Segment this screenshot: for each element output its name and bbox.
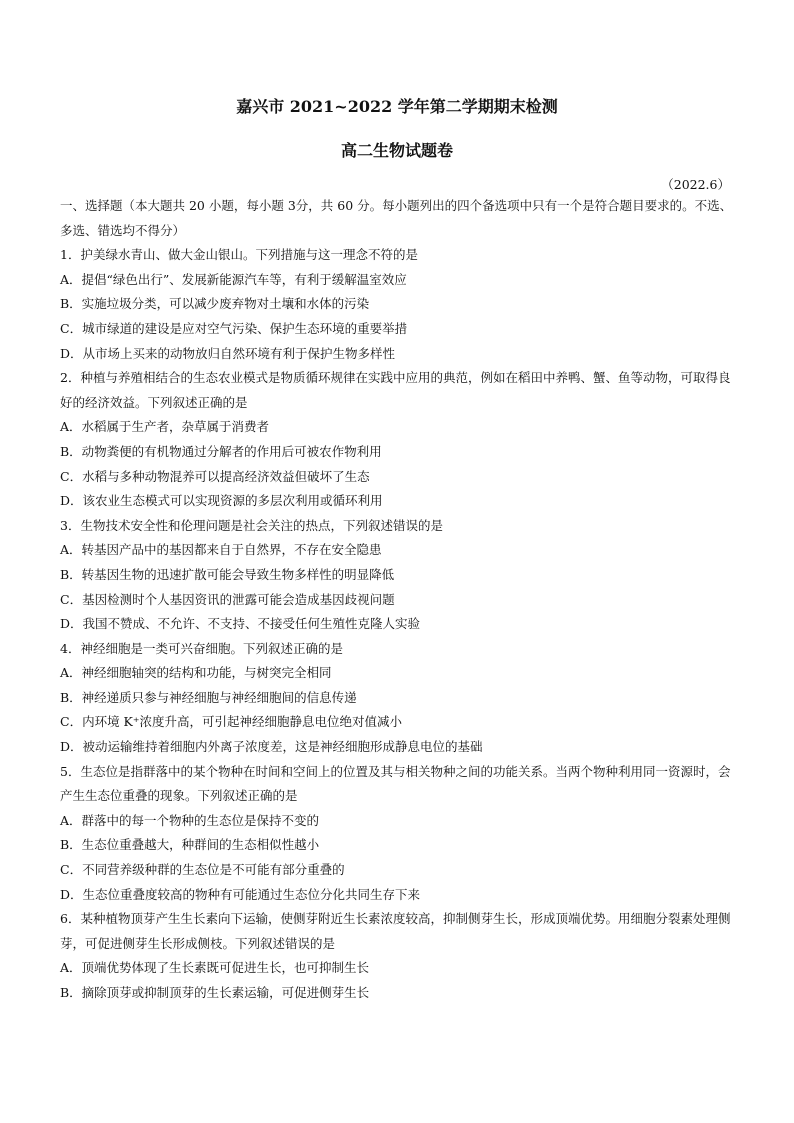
option-a: A．提倡“绿色出行”、发展新能源汽车等，有利于缓解温室效应 [60,271,407,287]
question-stem: 5．生态位是指群落中的某个物种在时间和空间上的位置及其与相关物种之间的功能关系。当两个物种利用同一资源时，会产生生态位重叠的现象。下列叙述正确的是 [60,763,731,804]
option-c: C．基因检测时个人基因资讯的泄露可能会造成基因歧视问题 [60,591,395,607]
option-b: B．生态位重叠越大，种群间的生态相似性越小 [60,837,320,853]
question-2 [60,366,734,514]
exam-title: 嘉兴市 2021~2022 学年第二学期期末检测 [236,97,558,116]
option-b: B．实施垃圾分类，可以减少废弃物对土壤和水体的污染 [60,296,370,312]
option-a: A．群落中的每一个物种的生态位是保持不变的 [60,812,320,828]
question-stem: 2．种植与养殖相结合的生态农业模式是物质循环规律在实践中应用的典范，例如在稻田中养鸭、蟹、鱼等动物，可取得良好的经济效益。下列叙述正确的是 [60,370,731,410]
question-4 [60,637,734,760]
option-c: C．城市绿道的建设是应对空气污染、保护生态环境的重要举措 [60,320,408,336]
question-stem: 6．某种植物顶芽产生生长素向下运输，使侧芽附近生长素浓度较高，抑制侧芽生长，形成顶端优势。用细胞分裂素处理侧芽，可促进侧芽生长形成侧枝。下列叙述错误的是 [60,911,731,951]
option-a: A．转基因产品中的基因都来自于自然界，不存在安全隐患 [60,542,382,558]
option-a: A．水稻属于生产者，杂草属于消费者 [60,419,270,435]
option-c: C．不同营养级种群的生态位是不可能有部分重叠的 [60,862,345,878]
question-6 [60,907,734,1005]
question-list [60,243,734,1005]
question-stem: 3．生物技术安全性和伦理问题是社会关注的热点，下列叙述错误的是 [60,517,443,533]
exam-page [60,96,734,1006]
option-d: D．该农业生态模式可以实现资源的多层次利用或循环利用 [60,493,383,509]
question-1 [60,243,734,366]
option-d: D．从市场上买来的动物放归自然环境有利于保护生物多样性 [60,345,396,361]
option-b: B．神经递质只参与神经细胞与神经细胞间的信息传递 [60,689,357,705]
exam-date: （2022.6） [661,177,730,192]
option-c: C．内环境 K⁺浓度升高，可引起神经细胞静息电位绝对值减小 [60,714,402,730]
question-stem: 4．神经细胞是一类可兴奋细胞。下列叙述正确的是 [60,640,343,656]
option-a: A．顶端优势体现了生长素既可促进生长，也可抑制生长 [60,960,370,976]
option-d: D．生态位重叠度较高的物种有可能通过生态位分化共同生存下来 [60,886,421,902]
option-b: B．动物粪便的有机物通过分解者的作用后可被农作物利用 [60,443,382,459]
option-a: A．神经细胞轴突的结构和功能，与树突完全相同 [60,665,332,681]
option-d: D．我国不赞成、不允许、不支持、不接受任何生殖性克隆人实验 [60,616,421,632]
option-b: B．转基因生物的迅速扩散可能会导致生物多样性的明显降低 [60,566,395,582]
question-3 [60,514,734,637]
question-5 [60,760,734,908]
exam-subtitle: 高二生物试题卷 [340,141,453,160]
question-stem: 1．护美绿水青山、做大金山银山。下列措施与这一理念不符的是 [60,247,418,263]
option-d: D．被动运输维持着细胞内外离子浓度差，这是神经细胞形成静息电位的基础 [60,739,483,755]
option-c: C．水稻与多种动物混养可以提高经济效益但破坏了生态 [60,468,370,484]
option-b: B．摘除顶芽或抑制顶芽的生长素运输，可促进侧芽生长 [60,985,370,1000]
section-intro: 一、选择题（本大题共 20 小题，每小题 3分，共 60 分。每小题列出的四个备选项中只有一个是符合题目要求的。不选、多选、错选均不得分） [60,198,733,238]
